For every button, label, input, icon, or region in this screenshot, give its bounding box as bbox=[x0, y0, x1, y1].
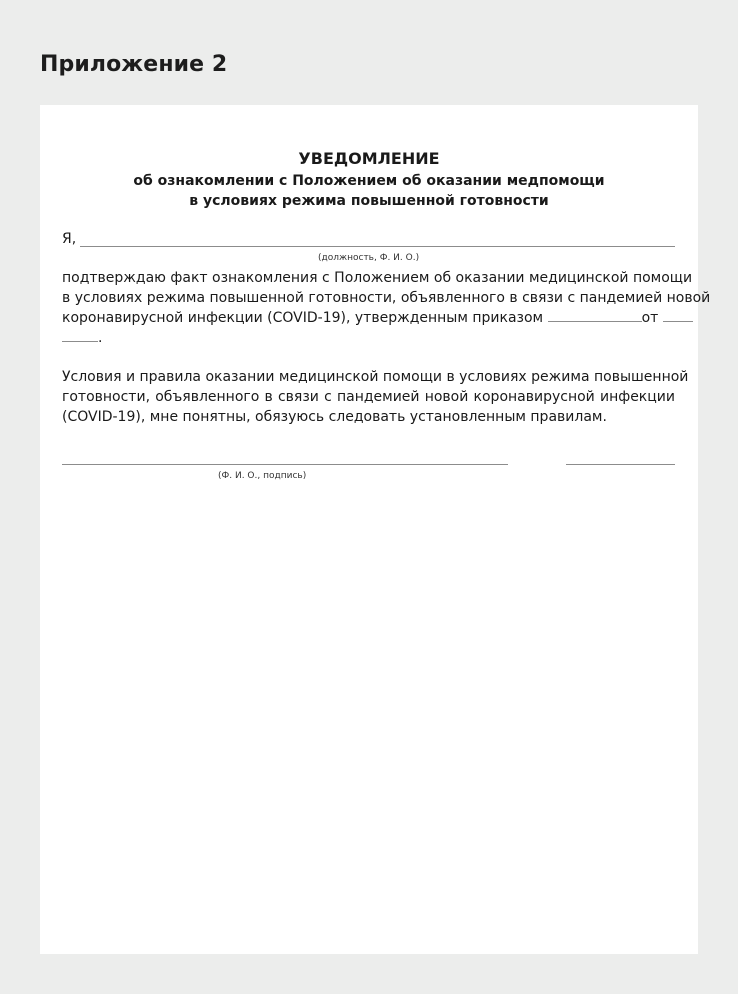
paragraph-line-order bbox=[62, 308, 675, 328]
order-year-fill-line[interactable] bbox=[62, 329, 98, 342]
paragraph-line: подтверждаю факт ознакомления с Положением об оказании медицинской помощи bbox=[62, 270, 693, 286]
order-date-fill-line[interactable] bbox=[663, 309, 693, 322]
paragraph-line: (COVID-19), мне понятны, обязуюсь следовать установленным правилам. bbox=[62, 409, 607, 425]
document-sheet bbox=[40, 105, 711, 954]
confirmation-paragraph bbox=[62, 268, 711, 348]
signature-name-fill-line[interactable] bbox=[62, 464, 508, 465]
period-mark: . bbox=[98, 330, 103, 346]
signature-caption: (Ф. И. О., подпись) bbox=[218, 471, 307, 481]
conditions-paragraph bbox=[62, 367, 689, 427]
paragraph-line: готовности, объявленного в связи с пандемией новой коронавирусной инфекции bbox=[62, 389, 675, 405]
paragraph-line: Условия и правила оказании медицинской помощи в условиях режима повышенной bbox=[62, 369, 689, 385]
paragraph-line-date bbox=[62, 328, 675, 348]
position-caption: (должность, Ф. И. О.) bbox=[318, 253, 420, 263]
appendix-title: Приложение 2 bbox=[40, 52, 228, 77]
signature-date-fill-line[interactable] bbox=[566, 464, 675, 465]
order-number-fill-line[interactable] bbox=[548, 309, 642, 322]
document-title: УВЕДОМЛЕНИЕ bbox=[298, 149, 440, 168]
ya-label: Я, bbox=[62, 231, 77, 247]
position-name-fill-line[interactable] bbox=[80, 246, 675, 247]
paragraph-line: в условиях режима повышенной готовности, объявленного в связи с пандемией новой bbox=[62, 290, 711, 306]
document-subtitle-line2: в условиях режима повышенной готовности bbox=[189, 193, 549, 209]
document-subtitle-line1: об ознакомлении с Положением об оказании медпомощи bbox=[133, 173, 605, 189]
from-label: от bbox=[641, 310, 659, 326]
paragraph-line-text: коронавирусной инфекции (COVID-19), утвержденным приказом bbox=[62, 310, 544, 326]
